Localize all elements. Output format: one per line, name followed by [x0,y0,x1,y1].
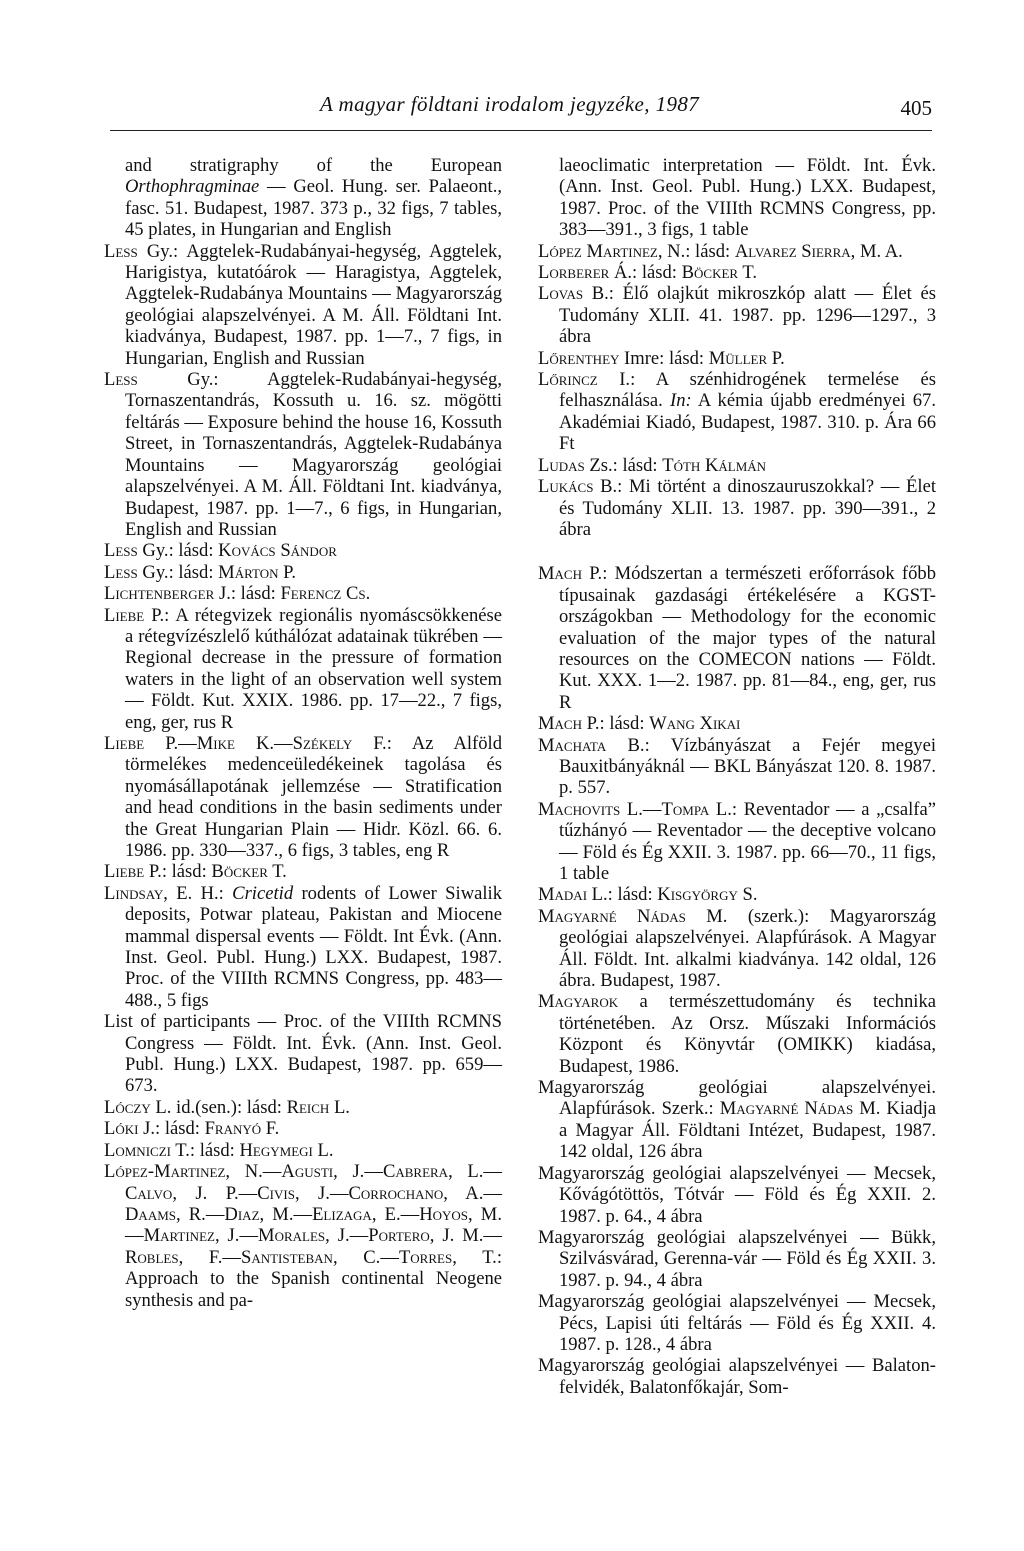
author-name: Elizaga [312,1203,372,1225]
entry-text: Gy.: lásd: [137,540,219,562]
author-name: Kisgyörgy S. [657,884,758,906]
author-name: Lindsay [104,882,164,904]
entry-text: and stratigraphy of the European [125,155,502,176]
entry-text: Magyarország geológiai alapszelvényei — Balaton-felvidék, Balatonfőkajár, Som- [538,1355,936,1398]
author-name: Reich L. [286,1096,350,1118]
author-name: Corrochano [348,1182,444,1204]
author-name: Santisteban [241,1246,333,1268]
entry-text: P.— [144,732,197,754]
author-name: Less [104,561,138,583]
bibliography-entry [104,883,502,1011]
italic-text: Orthophragminae [125,176,260,198]
entry-text: P.: A rétegvizek regionális nyomáscsökkenése a rétegvízészlelő kúthálózat adatainak tükrében — Regional decrease in the pressure of formation waters in the light of an observation well system — Földt. Kut. XXIX. 1986. pp. 17—22., 7 figs, eng, ger, rus R [125,604,502,733]
entry-text: Á.: lásd: [609,262,682,284]
entry-text: Magyarország geológiai alapszelvényei. Alapfúrások. Szerk.: [538,1077,936,1120]
bibliography-entry [104,540,502,561]
bibliography-entry [104,583,502,604]
entry-continuation [538,155,936,241]
bibliography-entry [538,262,936,283]
running-title: A magyar földtani irodalom jegyzéke, 1987 [320,92,700,116]
bibliography-entry [104,1097,502,1118]
entry-text: , C.— [332,1246,399,1268]
entry-text: , E. H.: [163,882,233,904]
author-name: Martinez [143,1225,215,1247]
author-name: López-Martinez [104,1161,226,1183]
bibliography-entry [538,241,936,262]
author-name: Lorberer [538,262,610,284]
entry-text: L.: lásd: [587,884,658,906]
running-header [110,92,932,131]
bibliography-entry [538,563,936,713]
bibliography-entry [104,562,502,583]
entry-text: Gy.: Aggtelek-Rudabányai-hegység, Aggtelek, Harigistya, kutatóárok — Haragistya, Aggtelek, Aggtelek-Rudabánya Mountains — Magyarország geológiai alapszelvényei. A M. Áll. Földtani Int. kiadványa, Budapest, 1987. pp. 1—7., 7 figs, in Hungarian, English and Russian [125,240,502,369]
author-name: Calvo [125,1182,173,1204]
entry-text: , M. A. [850,240,903,262]
author-name: Mach [538,713,582,735]
page-number: 405 [900,96,932,120]
entry-text: P.: lásd: [581,713,650,735]
entry-text: B.: Vízbányászat a Fejér megyei Bauxitbányáknál — BKL Bányászat 120. 8. 1987. p. 557. [559,734,936,799]
author-name: Daams [125,1203,176,1225]
author-name: Liebe [104,732,145,754]
entry-text: , J.— [294,1182,349,1204]
author-name: Tompa [661,798,710,820]
entry-text: , N.: lásd: [657,240,735,262]
bibliography-entry [104,241,502,369]
entry-text: L.: Reventador — a „csalfa” tűzhányó — Reventador — the deceptive volcano — Föld és Ég XXII. 3. 1987. pp. 66—70., 11 figs, 1 table [559,798,937,884]
entry-text: Gy.: lásd: [137,561,219,583]
entry-text: , N.— [225,1161,282,1183]
bibliography-entry [538,1291,936,1355]
author-name: López Martinez [538,240,658,262]
author-name: Diaz [224,1203,260,1225]
entry-text: L. id.(sen.): lásd: [150,1096,287,1118]
author-name: Morales [258,1225,326,1247]
author-name: Lőrenthey [538,347,620,369]
author-name: Machata [538,734,607,756]
author-name: Székely [292,732,353,754]
author-name: Torres [398,1246,453,1268]
entry-text: Magyarország geológiai alapszelvényei — Bükk, Szilvásvárad, Gerenna-vár — Föld és Ég XXII. 3. 1987. p. 94., 4 ábra [538,1226,936,1291]
entry-text: M. (szerk.): Magyarország geológiai alapszelvényei. Alapfúrások. A Magyar Áll. Földt. Int. alkalmi kiadványa. 142 oldal, 126 ábra. Budapest, 1987. [559,905,936,992]
author-name: Portero [368,1225,430,1247]
bibliography-entry [104,1118,502,1139]
entry-text: F.: Az Alföld törmelékes medenceüledékeinek tagolása és nyomásállapotának jellemzése — Stratification and head conditions in the basin sediments under the Great Hungarian Plain — Hidr. Közl. 66. 6. 1986. pp. 330—337., 6 figs, 3 tables, eng R [125,732,502,861]
bibliography-entry [104,605,502,733]
author-name: Civis [257,1182,295,1204]
author-name: Lóczy [104,1096,151,1118]
entry-text: , J. P.— [172,1182,258,1204]
entry-text: B.: Mi történt a dinoszauruszokkal? — Élet és Tudomány XLII. 13. 1987. pp. 390—391., 2 ábra [559,476,936,540]
bibliography-entry [538,455,936,476]
italic-text: In: [670,390,692,412]
entry-text: , M.— [259,1203,313,1225]
bibliography-entry [538,991,936,1077]
author-name: Lovas [538,283,584,305]
entry-text: , J.— [214,1225,259,1247]
author-name: Liebe [104,604,145,626]
entry-text: , L.— [448,1161,503,1183]
entry-text: P.: lásd: [144,861,212,883]
entry-text: T.: lásd: [170,1139,240,1161]
entry-text: K.— [234,732,293,754]
author-name: Less [104,540,138,562]
entry-text: , J. M.— [429,1225,503,1247]
entry-text: — Geol. Hung. ser. Palaeont., fasc. 51. Budapest, 1987. 373 p., 32 figs, 7 tables, 45 plates, in Hungarian and English [125,176,502,241]
entry-text: Imre: lásd: [619,347,709,369]
bibliography-entry [104,733,502,861]
author-name: Magyarné Nádas [538,905,686,927]
entry-text: a természettudomány és technika történetében. Az Orsz. Műszaki Információs Központ és Könyvtár (OMIKK) kiadása, Budapest, 1986. [559,991,936,1077]
entry-text: laeoclimatic interpretation — Földt. Int. Évk. (Ann. Inst. Geol. Publ. Hung.) LXX. Budapest, 1987. Proc. of the VIIIth RCMNS Congress, pp. 383—391., 3 figs, 1 table [559,155,936,241]
entry-text: Magyarország geológiai alapszelvényei — Mecsek, Kővágótöttös, Tótvár — Föld és Ég XXII. 2. 1987. p. 64., 4 ábra [538,1162,936,1227]
bibliography-entry [538,348,936,369]
author-name: Lukács [538,476,594,498]
author-name: Machovits [538,798,621,820]
entry-text: , J.— [333,1161,383,1183]
entry-text: Gy.: Aggtelek-Rudabányai-hegység, Tornaszentandrás, Kossuth u. 16. sz. mögötti feltárás — Exposure behind the house 16, Kossuth Street, in Tornaszentandrás, Aggtelek-Rudabánya Mountains — Magyarország geológiai alapszelvényei. A M. Áll. Földtani Int. kiadványa, Budapest, 1987. pp. 1—7., 6 figs, in Hungarian, English and Russian [125,369,502,540]
author-name: Ludas [538,454,585,476]
bibliography-entry [104,1161,502,1311]
bibliography-entry [538,1227,936,1291]
bibliography-entry [538,1355,936,1398]
author-name: Müller P. [708,347,785,369]
bibliography-entry [538,283,936,347]
author-name: Franyó F. [204,1118,280,1140]
bibliography-entry [538,1163,936,1227]
author-name: Alvarez Sierra [734,240,851,262]
entry-text: M. Kiadja a Magyar Áll. Földtani Intézet, Budapest, 1987. 142 oldal, 126 ábra [559,1098,936,1163]
bibliography-entry [538,799,936,885]
author-name: Cabrera [382,1161,449,1183]
entry-text: , J.— [325,1225,369,1247]
author-name: Hegymegi L. [239,1139,334,1161]
author-name: Wang Xikai [649,713,741,735]
bibliography-entry [538,369,936,455]
bibliography-entry [538,735,936,799]
author-name: Robles [125,1246,179,1268]
entry-text: P.: Módszertan a természeti erőforrások főbb típusainak gazdasági értékelésére a KGST-országokban — Methodology for the economic evaluation of the major types of the natural resources on the COMECON nations — Földt. Kut. XXX. 1—2. 1987. pp. 81—84., eng, ger, rus R [559,563,936,713]
entry-continuation [104,155,502,241]
author-name: Agusti [281,1161,334,1183]
entry-text: , E.— [371,1203,420,1225]
entry-text: J.: lásd: [138,1118,205,1140]
author-name: Lóki [104,1118,139,1140]
bibliography-entry [538,884,936,905]
entry-text: , A.— [443,1182,502,1204]
entry-text: , T.: Approach to the Spanish continental Neogene synthesis and pa- [125,1246,502,1311]
author-name: Böcker T. [211,861,287,883]
entry-text: List of participants — Proc. of the VIIIth RCMNS Congress — Földt. Int. Évk. (Ann. Inst. Geol. Publ. Hung.) LXX. Budapest, 1987. pp. 659—673. [104,1011,502,1097]
author-name: Ferencz Cs. [280,583,371,605]
author-name: Böcker T. [681,262,758,284]
author-name: Less [104,369,138,391]
entry-text: J.: lásd: [214,583,281,605]
entry-text: Zs.: lásd: [584,454,663,476]
entry-text: , R.— [176,1203,225,1225]
right-column [538,155,936,1398]
author-name: Lőrincz [538,369,598,391]
left-column [104,155,502,1311]
bibliography-entry [538,1077,936,1163]
author-name: Madai [538,884,588,906]
entry-text: B.: Élő olajkút mikroszkóp alatt — Élet és Tudomány XLII. 41. 1987. pp. 1296—1297., 3 ábra [559,283,936,348]
author-name: Less [104,240,138,262]
author-name: Lichtenberger [104,583,215,605]
bibliography-entry [538,713,936,734]
author-name: Magyarné Nádas [719,1098,854,1120]
author-name: Márton P. [218,561,297,583]
entry-text: , M.— [125,1203,502,1247]
bibliography-entry [104,1140,502,1161]
bibliography-entry [104,369,502,540]
entry-text: , F.— [178,1246,241,1268]
entry-text: I.: A szénhidrogének termelése és felhasználása. [559,369,936,412]
bibliography-entry [104,861,502,882]
bibliography-entry [538,906,936,992]
author-name: Kovács Sándor [218,540,337,562]
entry-text: L.— [620,798,662,820]
entry-text: Magyarország geológiai alapszelvényei — Mecsek, Pécs, Lapisi úti feltárás — Föld és Ég XXII. 4. 1987. p. 128., 4 ábra [538,1291,936,1355]
entry-text: A kémia újabb eredményei 67. Akadémiai Kiadó, Budapest, 1987. 310. p. Ára 66 Ft [559,390,936,455]
italic-text: Cricetid [232,882,294,904]
author-name: Liebe [104,861,145,883]
bibliography-entry [104,1011,502,1097]
bibliography-entry [538,476,936,540]
author-name: Magyarok [538,991,619,1013]
section-gap [538,540,936,563]
author-name: Lomniczi [104,1139,171,1161]
author-name: Mike [196,732,235,754]
author-name: Mach [538,563,582,585]
entry-text: rodents of Lower Siwalik deposits, Potwar plateau, Pakistan and Miocene mammal dispersal events — Földt. Int Évk. (Ann. Inst. Geol. Publ. Hung.) LXX. Budapest, 1987. Proc. of the VIIIth RCMNS Congress, pp. 483—488., 5 figs [125,882,503,1011]
author-name: Tóth Kálmán [662,454,767,476]
author-name: Hoyos [419,1203,469,1225]
